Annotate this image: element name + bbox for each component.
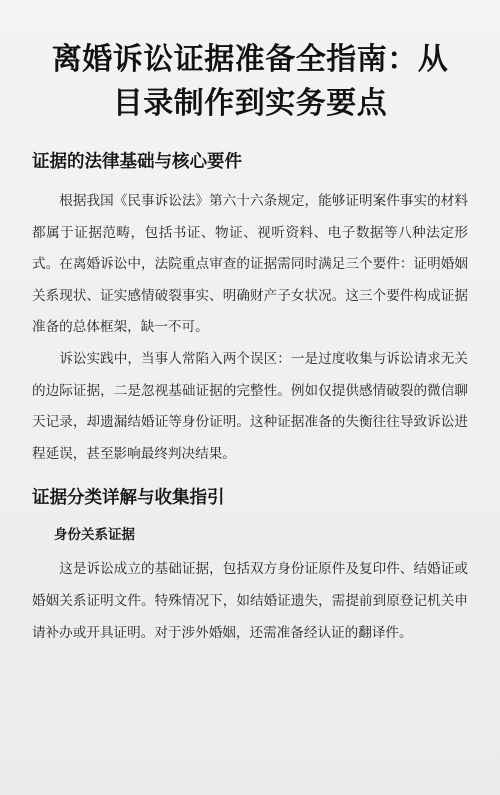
subsection-heading: 身份关系证据 — [54, 527, 135, 544]
section-legal-basis — [32, 148, 468, 470]
title-line-1: 离婚诉讼证据准备全指南：从 — [51, 42, 449, 77]
paragraph: 诉讼实践中，当事人常陷入两个误区：一是过度收集与诉讼请求无关的边际证据，二是忽视基础证据的完整性。例如仅提供感情破裂的微信聊天记录，却遗漏结婚证等身份证明。这种证据准备的失衡往往导致诉讼进程延误，甚至影响最终判决结果。 — [32, 350, 468, 462]
section-evidence-categories — [32, 484, 468, 649]
section-heading: 证据分类详解与收集指引 — [32, 488, 225, 509]
title-line-2: 目录制作到实务要点 — [112, 86, 388, 121]
section-heading: 证据的法律基础与核心要件 — [32, 152, 242, 172]
paragraph: 这是诉讼成立的基础证据，包括双方身份证原件及复印件、结婚证或婚姻关系证明文件。特殊情况下，如结婚证遗失，需提前到原登记机关申请补办或开具证明。对于涉外婚姻，还需准备经认证的翻译件。 — [32, 561, 468, 641]
page-title — [32, 38, 468, 126]
paragraph: 根据我国《民事诉讼法》第六十六条规定，能够证明案件事实的材料都属于证据范畴，包括书证、物证、视听资料、电子数据等八种法定形式。在离婚诉讼中，法院重点审查的证据需同时满足三个要件：证明婚姻关系现状、证实感情破裂事实、明确财产子女状况。这三个要件构成证据准备的总体框架，缺一不可。 — [32, 193, 468, 336]
